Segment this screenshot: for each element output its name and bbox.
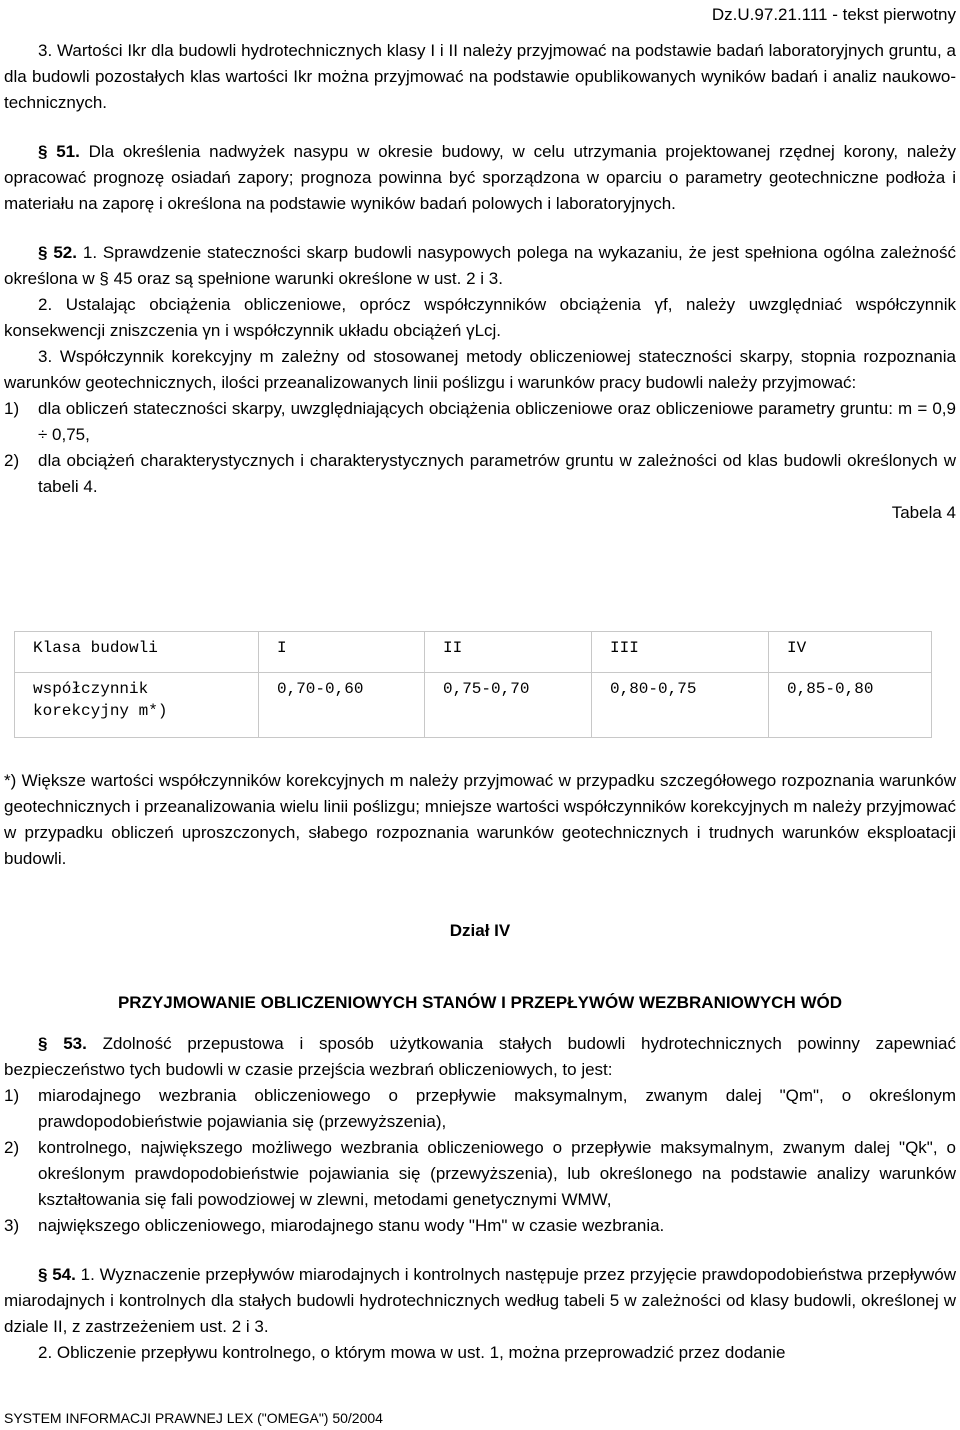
table-caption: Tabela 4 [891,503,956,522]
table-cell: 0,75-0,70 [425,673,592,738]
list-item-number: 2) [4,451,20,470]
section-text: 1. Sprawdzenie stateczności skarp budowli nasypowych polega na wykazaniu, że jest spełniona ogólna zależność określona w § 45 oraz są spełnione warunki określone w ust. 2 i 3. [4,243,956,288]
section-52-paragraph-3: 3. Współczynnik korekcyjny m zależny od stosowanej metody obliczeniowej stateczności skarpy, stopnia rozpoznania warunków geotechnicznych, ilości przeanalizowanych linii poślizgu i warunków pracy budowli należy przyjmować: [4,347,956,392]
document-footer: SYSTEM INFORMACJI PRAWNEJ LEX ("OMEGA") 50/2004 [4,1410,383,1426]
section-text: Zdolność przepustowa i sposób użytkowania stałych budowli hydrotechnicznych powinny zapewniać bezpieczeństwo tych budowli w czasie przejścia wezbrań obliczeniowych, to jest: [4,1034,956,1079]
division-title: PRZYJMOWANIE OBLICZENIOWYCH STANÓW I PRZEPŁYWÓW WEZBRANIOWYCH WÓD [117,993,843,1012]
section-53 [4,1031,956,1083]
section-52-paragraph-2: 2. Ustalając obciążenia obliczeniowe, oprócz współczynników obciążenia γf, należy uwzględniać współczynnik konsekwencji zniszczenia γn i współczynnik układu obciążeń γLcj. [4,295,956,340]
document-body-top [4,38,956,526]
list-item-text: dla obciążeń charakterystycznych i charakterystycznych parametrów gruntu w zależności od klas budowli określonych w tabeli 4. [38,451,956,496]
paragraph-50-3: 3. Wartości Ikr dla budowli hydrotechnicznych klasy I i II należy przyjmować na podstawie badań laboratoryjnych gruntu, a dla budowli pozostałych klas wartości Ikr można przyjmować na podstawie opublikowanych wyników badań i analiz naukowo-technicznych. [4,41,956,112]
table-cell: I [259,632,425,673]
division-label: Dział IV [449,921,511,940]
list-item-number: 3) [4,1216,20,1235]
section-number: § 51. [38,142,80,161]
table-header-row [15,632,932,673]
table-cell: 0,70-0,60 [259,673,425,738]
list-item [4,1083,956,1135]
list-item-text: miarodajnego wezbrania obliczeniowego o przepływie maksymalnym, zwanym dalej "Qm", o określonym prawdopodobieństwie pojawiania się (przewyższenia), [38,1086,956,1131]
list-item-text: kontrolnego, największego możliwego wezbrania obliczeniowego o przepływie maksymalnym, zwanym dalej "Qk", o określonym prawdopodobieństwie pojawiania się (przewyższenia), lub określonego na podstawie analizy warunków kształtowania się fali powodziowej w zlewni, metodami genetycznymi WMW, [38,1138,956,1209]
section-number: § 54. [38,1265,76,1284]
coefficient-table [14,631,932,738]
list-item [4,448,956,500]
document-body-bottom [4,768,956,1366]
list-item-number: 1) [4,399,20,418]
list-item [4,396,956,448]
section-number: § 53. [38,1034,87,1053]
list-item-text: dla obliczeń stateczności skarpy, uwzględniających obciążenia obliczeniowe oraz obliczeniowe parametry gruntu: m = 0,9 ÷ 0,75, [38,399,956,444]
table-cell: 0,85-0,80 [769,673,932,738]
table-row [15,673,932,738]
document-id-header: Dz.U.97.21.111 - tekst pierwotny [711,5,956,24]
table-cell: III [592,632,769,673]
list-item-number: 2) [4,1138,20,1157]
list-item [4,1135,956,1213]
table-footnote: *) Większe wartości współczynników korekcyjnych m należy przyjmować w przypadku szczegółowego rozpoznania warunków geotechnicznych i przeanalizowania wielu linii poślizgu; mniejsze wartości współczynników korekcyjnych m należy przyjmować w przypadku obliczeń uproszczonych, słabego rozpoznania warunków geotechnicznych i trudnych warunków eksploatacji budowli. [4,771,956,868]
table-cell: 0,80-0,75 [592,673,769,738]
table-cell: II [425,632,592,673]
list-item-number: 1) [4,1086,20,1105]
table-cell: Klasa budowli [15,632,259,673]
section-51 [4,139,956,217]
list-item [4,1213,956,1239]
section-54-paragraph-1 [4,1262,956,1340]
list-item-text: największego obliczeniowego, miarodajnego stanu wody "Hm" w czasie wezbrania. [38,1216,665,1235]
section-text: Dla określenia nadwyżek nasypu w okresie budowy, w celu utrzymania projektowanej rzędnej korony, należy opracować prognozę osiadań zapory; prognoza powinna być sporządzona w oparciu o parametry geotechniczne podłoża i materiału na zaporę i określona na podstawie wyników badań polowych i laboratoryjnych. [4,142,956,213]
section-number: § 52. [38,243,77,262]
table-cell: współczynnik korekcyjny m*) [15,673,259,738]
section-54-paragraph-2: 2. Obliczenie przepływu kontrolnego, o którym mowa w ust. 1, można przeprowadzić przez dodanie [38,1343,786,1362]
section-text: 1. Wyznaczenie przepływów miarodajnych i kontrolnych następuje przez przyjęcie prawdopodobieństwa przepływów miarodajnych i kontrolnych dla stałych budowli hydrotechnicznych według tabeli 5 w zależności od klasy budowli, określonej w dziale II, z zastrzeżeniem ust. 2 i 3. [4,1265,957,1336]
section-52-paragraph-1 [4,240,956,292]
table-cell: IV [769,632,932,673]
